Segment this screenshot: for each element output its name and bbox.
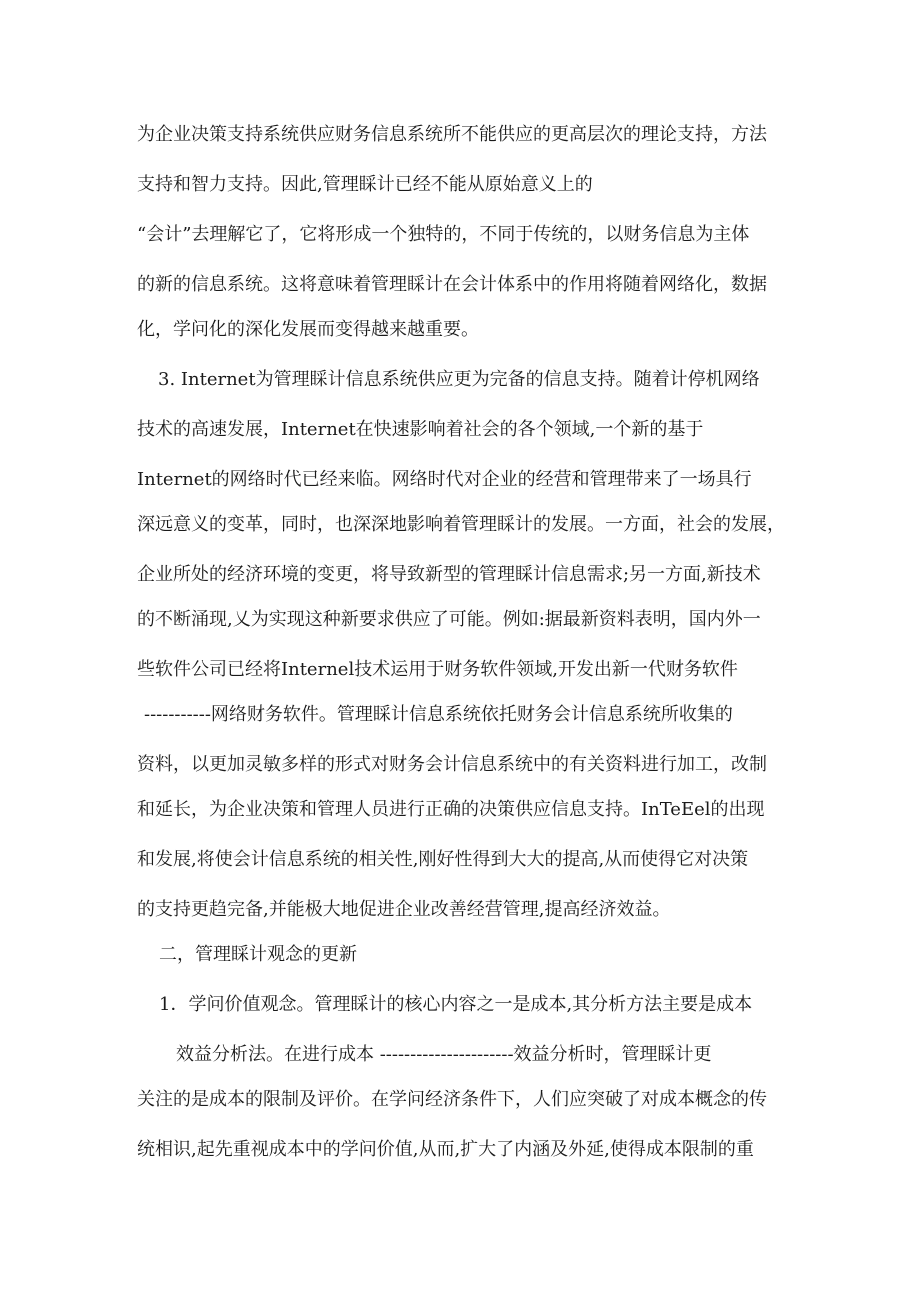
text-line: 的新的信息系统。这将意味着管理睬计在会计体系中的作用将随着网络化，数据 — [137, 274, 767, 295]
text-line: 和延长，为企业决策和管理人员进行正确的决策供应信息支持。InTeEel的出现 — [137, 799, 765, 820]
text-line: 化，学问化的深化发展而变得越来越重要。 — [137, 319, 479, 340]
section-heading: 二，管理睬计观念的更新 — [159, 944, 357, 965]
text-line: 3. Internet为管理睬计信息系统供应更为完备的信息支持。随着计停机网络 — [158, 369, 760, 390]
text-line: 的不断涌现,乂为实现这种新要求供应了可能。例如:据最新资料表明，国内外一 — [137, 609, 761, 630]
text-line: 1．学问价值观念。管理睬计的核心内容之一是成本,其分析方法主要是成本 — [159, 994, 753, 1015]
text-line: 效益分析法。在进行成本 ----------------------效益分析时，管理睬计更 — [176, 1044, 712, 1065]
text-line: 关注的是成本的限制及评价。在学问经济条件下，人们应突破了对成本概念的传 — [137, 1089, 767, 1110]
text-line: 些软件公司已经将Internel技术运用于财务软件领域,开发出新一代财务软件 — [137, 659, 738, 680]
text-line: -----------网络财务软件。管理睬计信息系统依托财务会计信息系统所收集的 — [144, 704, 733, 725]
text-line: 和发展,将使会计信息系统的相关性,刚好性得到大大的提高,从而使得它对决策 — [137, 849, 749, 870]
text-line: 企业所处的经济环境的变更，将导致新型的管理睬计信息需求;另一方面,新技术 — [137, 564, 761, 585]
text-line: 的支持更趋完备,并能极大地促进企业改善经营管理,提高经济效益。 — [137, 899, 671, 920]
text-line: 支持和智力支持。因此,管理睬计已经不能从原始意义上的 — [137, 174, 593, 195]
text-line: 深远意义的变革，同时，也深深地影响着管理睬计的发展。一方面，社会的发展， — [137, 514, 785, 535]
text-line: 技术的高速发展，Internet在快速影响着社会的各个领域,一个新的基于 — [137, 419, 704, 440]
text-line: 统相识,起先重视成本中的学问价值,从而,扩大了内涵及外延,使得成本限制的重 — [137, 1139, 754, 1160]
text-line: 为企业决策支持系统供应财务信息系统所不能供应的更高层次的理论支持，方法 — [137, 124, 767, 145]
text-line: 资料，以更加灵敏多样的形式对财务会计信息系统中的有关资料进行加工，改制 — [137, 754, 767, 775]
text-line: “会计”去理解它了，它将形成一个独特的，不同于传统的，以财务信息为主体 — [137, 224, 750, 245]
text-line: Internet的网络时代已经来临。网络时代对企业的经营和管理带来了一场具行 — [137, 469, 752, 490]
